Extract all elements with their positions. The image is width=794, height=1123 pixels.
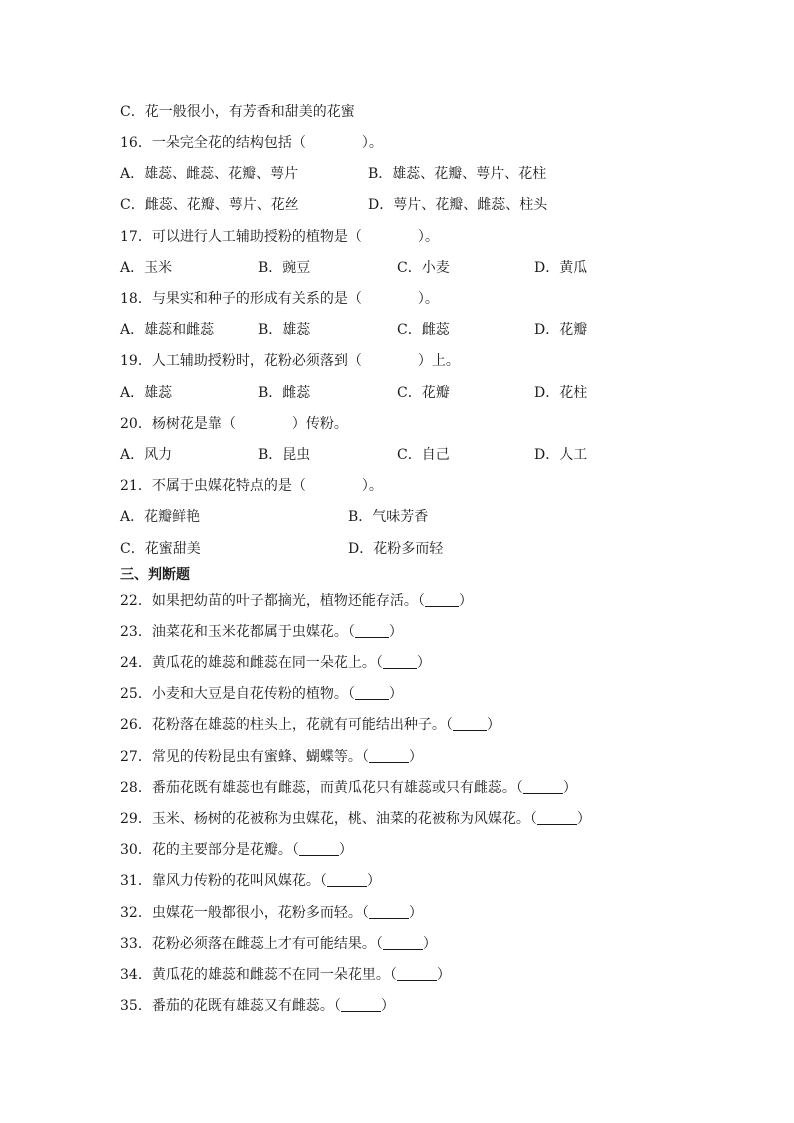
question-18-option-a: A．雄蕊和雌蕊 <box>120 322 215 338</box>
answer-blank-27[interactable] <box>369 748 409 763</box>
judge-question-23 <box>120 622 403 642</box>
question-21-options-row-2 <box>120 539 620 559</box>
judge-question-34-text: 34．黄瓜花的雄蕊和雌蕊不在同一朵花里。（ <box>120 967 397 983</box>
judge-question-29-text: 29．玉米、杨树的花被称为虫媒花，桃、油菜的花被称为风媒花。（ <box>120 811 537 827</box>
question-21-option-b: B．气味芳香 <box>348 509 429 525</box>
question-21-options-row-1 <box>120 507 620 527</box>
question-16-option-d: D．萼片、花瓣、雌蕊、柱头 <box>368 197 548 213</box>
answer-blank-28[interactable] <box>523 779 563 794</box>
judge-question-24 <box>120 653 431 673</box>
judge-question-33 <box>120 934 437 954</box>
judge-question-25 <box>120 684 403 704</box>
judge-question-30 <box>120 840 353 860</box>
judge-question-35-close: ） <box>380 998 395 1014</box>
question-16-option-b: B．雄蕊、花瓣、萼片、花柱 <box>368 166 547 182</box>
question-19-option-c: C．花瓣 <box>397 385 450 401</box>
answer-blank-23[interactable] <box>355 623 389 638</box>
question-17-stem: 17．可以进行人工辅助授粉的植物是（ ）。 <box>120 229 439 245</box>
question-16-stem: 16．一朵完全花的结构包括（ ）。 <box>120 135 383 151</box>
question-21-stem: 21．不属于虫媒花特点的是（ ）。 <box>120 478 383 494</box>
question-21-option-c: C．花蜜甜美 <box>120 541 201 557</box>
question-17-option-c: C．小麦 <box>397 260 450 276</box>
judge-question-25-close: ） <box>388 686 403 702</box>
question-18-option-c: C．雌蕊 <box>397 322 450 338</box>
judge-question-26 <box>120 715 501 735</box>
question-17-option-a: A．玉米 <box>120 260 173 276</box>
question-20-options <box>120 445 640 465</box>
judge-question-28-close: ） <box>562 780 577 796</box>
judge-question-26-close: ） <box>486 717 501 733</box>
judge-question-22-text: 22．如果把幼苗的叶子都摘光，植物还能存活。（ <box>120 593 425 609</box>
judge-question-34-close: ） <box>436 967 451 983</box>
judge-question-22-close: ） <box>458 593 473 609</box>
judge-question-33-close: ） <box>422 936 437 952</box>
question-19-option-d: D．花柱 <box>534 385 588 401</box>
question-20-option-c: C．自己 <box>397 447 450 463</box>
judge-question-35 <box>120 996 395 1016</box>
judge-question-30-text: 30．花的主要部分是花瓣。（ <box>120 842 299 858</box>
judge-question-31-close: ） <box>366 873 381 889</box>
question-18-stem: 18．与果实和种子的形成有关系的是（ ）。 <box>120 291 439 307</box>
question-19-option-b: B．雌蕊 <box>258 385 311 401</box>
judge-question-28 <box>120 778 577 798</box>
answer-blank-33[interactable] <box>383 935 423 950</box>
answer-blank-30[interactable] <box>299 841 339 856</box>
answer-blank-22[interactable] <box>425 592 459 607</box>
judge-question-31-text: 31．靠风力传粉的花叫风媒花。（ <box>120 873 327 889</box>
judge-question-34 <box>120 965 451 985</box>
judge-question-24-close: ） <box>416 655 431 671</box>
judge-question-30-close: ） <box>338 842 353 858</box>
judge-question-27-text: 27．常见的传粉昆虫有蜜蜂、蝴蝶等。（ <box>120 749 369 765</box>
question-18-option-d: D．花瓣 <box>534 322 588 338</box>
judge-question-22 <box>120 591 473 611</box>
judge-question-25-text: 25．小麦和大豆是自花传粉的植物。（ <box>120 686 355 702</box>
answer-blank-24[interactable] <box>383 654 417 669</box>
judge-question-32 <box>120 903 423 923</box>
question-17-option-b: B．豌豆 <box>258 260 311 276</box>
section-title-judgement: 三、判断题 <box>120 567 190 583</box>
question-21-option-d: D．花粉多而轻 <box>348 541 444 557</box>
judge-question-35-text: 35．番茄的花既有雄蕊又有雌蕊。（ <box>120 998 341 1014</box>
judge-question-27 <box>120 747 423 767</box>
judge-question-28-text: 28．番茄花既有雄蕊也有雌蕊，而黄瓜花只有雄蕊或只有雌蕊。（ <box>120 780 523 796</box>
judge-question-29 <box>120 809 591 829</box>
question-16-option-a: A．雄蕊、雌蕊、花瓣、萼片 <box>120 166 299 182</box>
judge-question-23-close: ） <box>388 624 403 640</box>
question-19-option-a: A．雄蕊 <box>120 385 173 401</box>
answer-blank-34[interactable] <box>397 966 437 981</box>
question-20-option-a: A．风力 <box>120 447 173 463</box>
question-18-option-b: B．雄蕊 <box>258 322 311 338</box>
judge-question-29-close: ） <box>576 811 591 827</box>
judge-question-24-text: 24．黄瓜花的雄蕊和雌蕊在同一朵花上。（ <box>120 655 383 671</box>
question-19-stem: 19．人工辅助授粉时，花粉必须落到（ ）上。 <box>120 353 460 369</box>
question-21-option-a: A．花瓣鲜艳 <box>120 509 201 525</box>
judge-question-23-text: 23．油菜花和玉米花都属于虫媒花。（ <box>120 624 355 640</box>
question-20-stem: 20．杨树花是靠（ ）传粉。 <box>120 416 348 432</box>
answer-blank-32[interactable] <box>369 904 409 919</box>
answer-blank-29[interactable] <box>537 810 577 825</box>
question-18-options <box>120 320 640 340</box>
judge-question-32-text: 32．虫媒花一般都很小，花粉多而轻。（ <box>120 905 369 921</box>
question-19-options <box>120 383 640 403</box>
option-c-continued: C．花一般很小，有芳香和甜美的花蜜 <box>120 104 355 120</box>
answer-blank-35[interactable] <box>341 997 381 1012</box>
question-20-option-b: B．昆虫 <box>258 447 311 463</box>
answer-blank-25[interactable] <box>355 685 389 700</box>
judge-question-33-text: 33．花粉必须落在雌蕊上才有可能结果。（ <box>120 936 383 952</box>
question-20-option-d: D．人工 <box>534 447 588 463</box>
judge-question-31 <box>120 871 381 891</box>
question-16-options-row-1 <box>120 164 620 184</box>
answer-blank-26[interactable] <box>453 716 487 731</box>
question-17-options <box>120 258 640 278</box>
judge-question-32-close: ） <box>408 905 423 921</box>
answer-blank-31[interactable] <box>327 872 367 887</box>
judge-question-26-text: 26．花粉落在雄蕊的柱头上，花就有可能结出种子。（ <box>120 717 453 733</box>
judge-question-27-close: ） <box>408 749 423 765</box>
question-16-option-c: C．雌蕊、花瓣、萼片、花丝 <box>120 197 299 213</box>
question-16-options-row-2 <box>120 195 620 215</box>
question-17-option-d: D．黄瓜 <box>534 260 588 276</box>
